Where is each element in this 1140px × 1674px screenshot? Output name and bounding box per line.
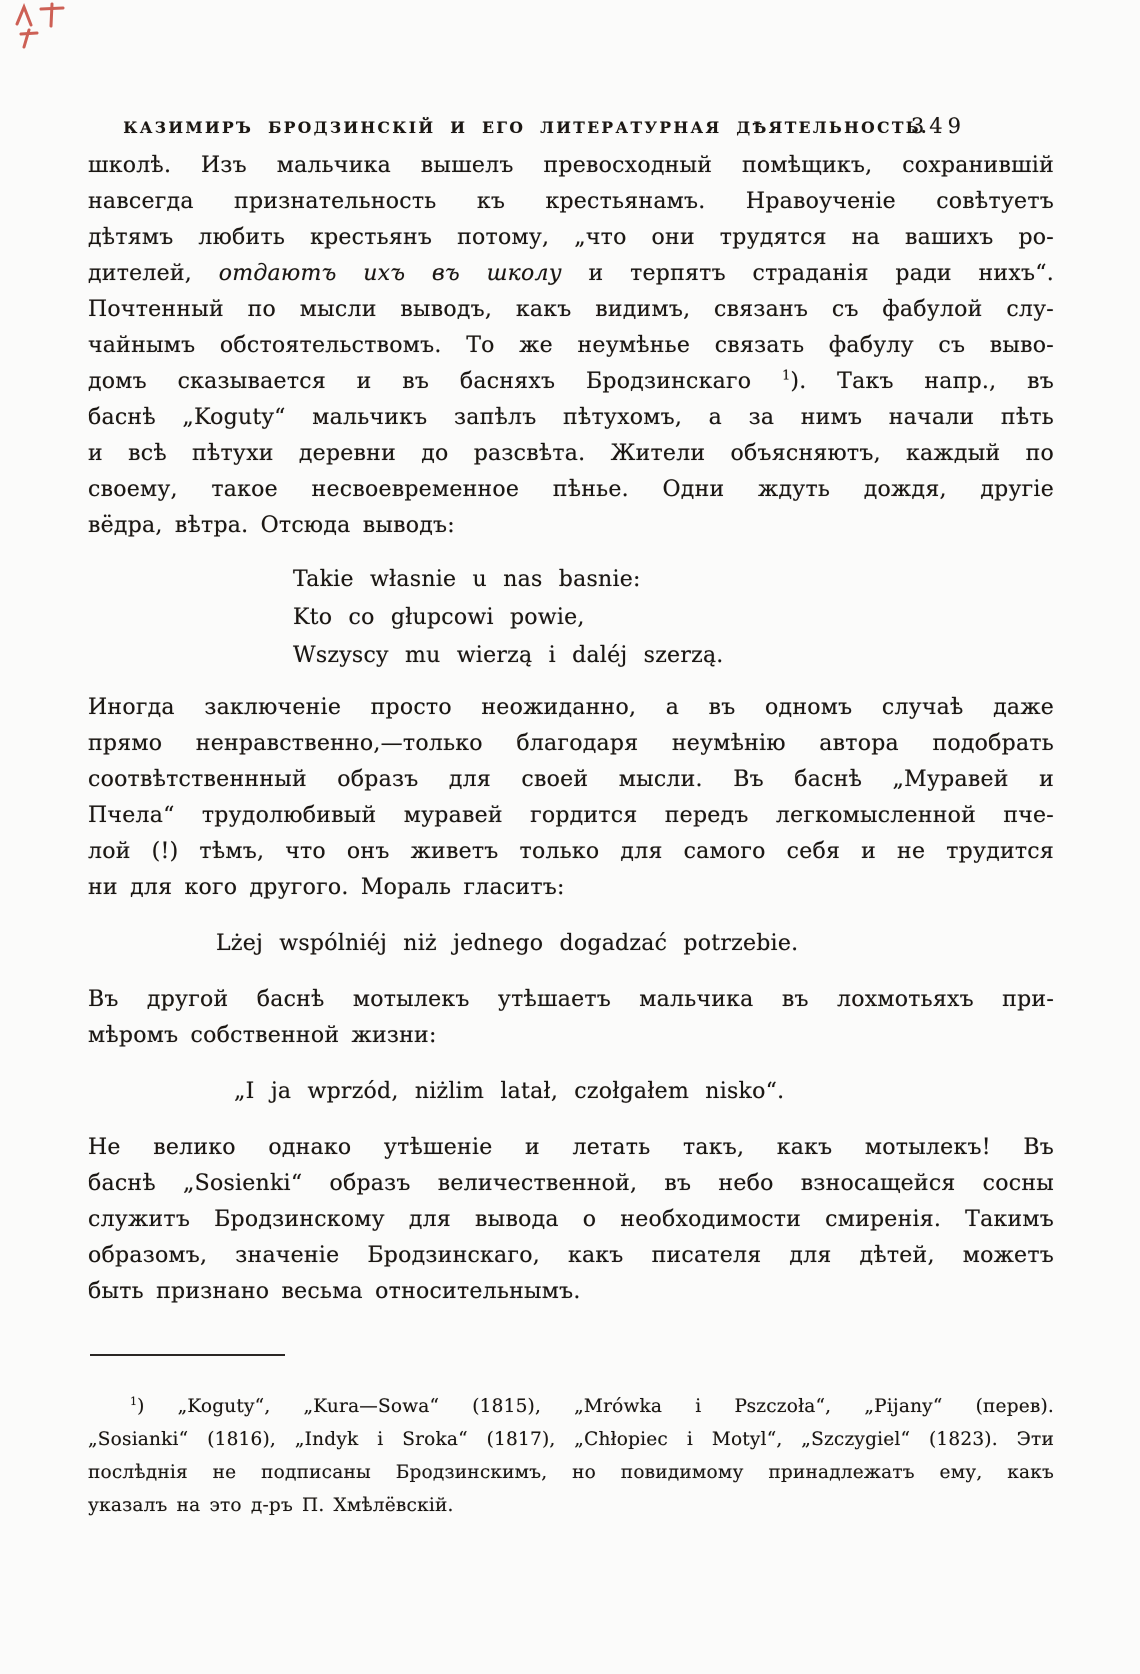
paragraph-butterfly: Въ другой баснѣ мотылекъ утѣшаетъ мальчика въ лохмотьяхъ при- мѣромъ собственной жизни:	[88, 987, 1054, 1048]
footnote: $^1$) „Koguty“, „Kura—Sowa“ (1815), „Mrówka i Pszczoła“, „Pijany“ (перев). „Sosianki“ (1816), „Indyk i Sroka“ (1817), „Chłopiec i Motyl“, „Szczygiel“ (1823). Эти послѣднія не подписаны Бродзинскимъ, но повидимому принадлежатъ ему, какъ указалъ на это д-ръ П. Хмѣлёвскій.	[88, 1394, 1054, 1516]
polish-verse-quote: Takie własnie u nas basnie: Kto co głupcowi powie, Wszyscy mu wierzą i daléj szerzą.	[293, 567, 724, 668]
paragraph-ant-and-bee: Иногда заключеніе просто неожиданно, а въ одномъ случаѣ даже прямо ненравственно,—только благодаря неумѣнію автора подобрать соотвѣтственнный образъ для своей мысли. Въ баснѣ „Муравей и Пчела“ трудолюбивый муравей гордится передъ легкомысленной пче- лой (!) тѣмъ, что онъ живетъ только для самого себя и не трудится ни для кого другого. Мораль гласитъ:	[88, 695, 1054, 900]
running-header	[88, 114, 1054, 148]
footnote-separator	[90, 1354, 285, 1356]
paragraph-fable-moral: школѣ. Изъ мальчика вышелъ превосходный помѣщикъ, сохранившій навсегда признательность къ крестьянамъ. Нравоученіе совѣтуетъ дѣтямъ любить крестьянъ потому, „что они трудятся на вашихъ ро- дителей, отдаютъ ихъ въ школу и терпятъ страданія ради нихъ“. Почтенный по мысли выводъ, какъ видимъ, связанъ съ фабулой слу- чайнымъ обстоятельствомъ. То же неумѣнье связать фабулу съ выво- домъ сказывается и въ басняхъ Бродзинскаго $^1$). Такъ напр., въ баснѣ „Koguty“ мальчикъ запѣлъ пѣтухомъ, а за нимъ начали пѣть и всѣ пѣтухи деревни до разсвѣта. Жители объясняютъ, каждый по своему, такое несвоевременное пѣнье. Одни ждуть дождя, другіе вёдра, вѣтра. Отсюда выводъ:	[88, 153, 1054, 538]
polish-moral-quote: Lżej wspólniéj niż jednego dogadzać potrzebie.	[216, 931, 799, 956]
page-number: 349	[910, 114, 966, 138]
paragraph-conclusion: Не велико однако утѣшеніе и летать такъ, какъ мотылекъ! Въ баснѣ „Sosienki“ образъ величественной, въ небо взносащейся сосны служитъ Бродзинскому для вывода о необходимости смиренія. Такимъ образомъ, значеніе Бродзинскаго, какъ писателя для дѣтей, можетъ быть признано весьма относительнымъ.	[88, 1135, 1054, 1304]
red-pencil-marks-icon	[10, 2, 74, 50]
polish-butterfly-quote: „I ja wprzód, niżlim latał, czołgałem nisko“.	[234, 1079, 785, 1104]
page-body	[88, 148, 1054, 1310]
running-header-title: КАЗИМИРЪ БРОДЗИНСКІЙ И ЕГО ЛИТЕРАТУРНАЯ ДѢЯТЕЛЬНОСТЬ.	[123, 118, 929, 137]
